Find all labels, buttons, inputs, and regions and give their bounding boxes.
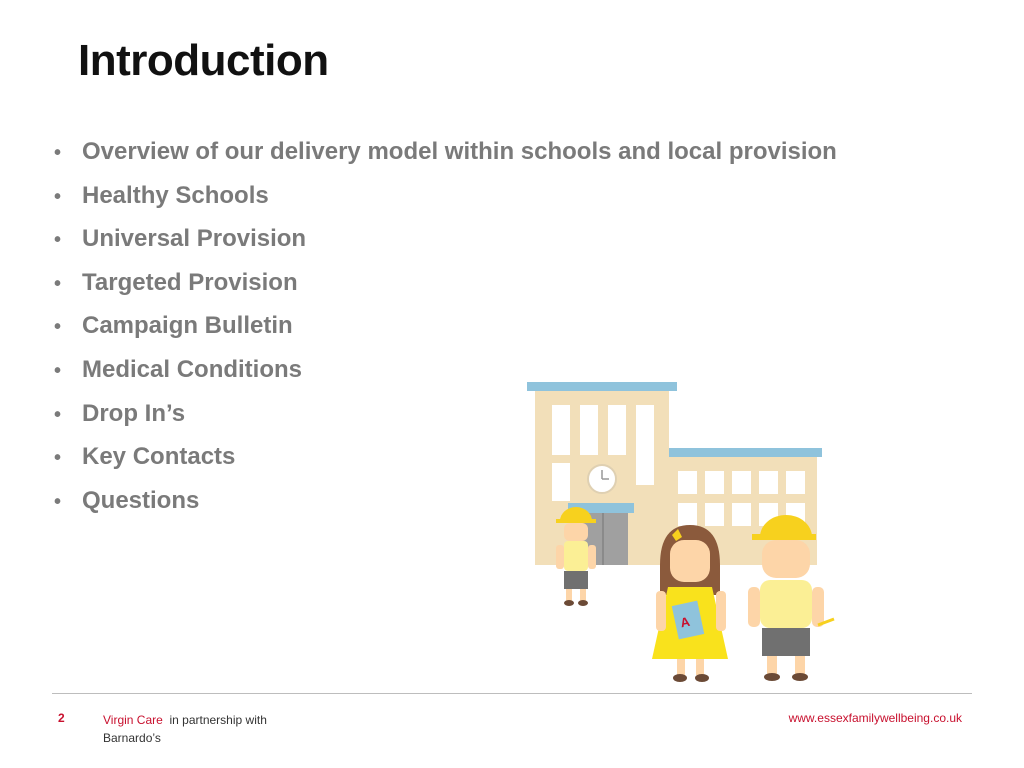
school-children-illustration xyxy=(520,375,850,690)
bullet-icon: • xyxy=(54,229,62,252)
bullet-icon: • xyxy=(54,316,62,339)
bullet-icon: • xyxy=(54,403,62,426)
bullet-text: Overview of our delivery model within schools and local provision xyxy=(82,138,837,165)
bullet-item xyxy=(54,182,837,226)
bullet-item xyxy=(54,138,837,182)
boy-icon xyxy=(748,515,834,681)
page-number: 2 xyxy=(58,711,65,725)
slide-title: Introduction xyxy=(78,36,329,85)
bullet-item xyxy=(54,312,837,356)
bullet-icon: • xyxy=(54,490,62,513)
bullet-item xyxy=(54,269,837,313)
bullet-text: Healthy Schools xyxy=(82,181,269,209)
bullet-text: Medical Conditions xyxy=(82,355,303,383)
bullet-text: Drop In’s xyxy=(82,399,186,427)
small-child-icon xyxy=(556,507,596,606)
girl-icon xyxy=(652,525,728,682)
bullet-icon: • xyxy=(54,142,62,164)
footer-website-link[interactable]: www.essexfamilywellbeing.co.uk xyxy=(788,711,962,725)
footer-organisation xyxy=(103,711,343,747)
bullet-item xyxy=(54,225,837,269)
partner-text: in partnership with xyxy=(169,713,267,727)
footer-divider xyxy=(52,693,972,694)
bullet-icon: • xyxy=(54,185,62,208)
partner-name: Barnardo’s xyxy=(103,731,161,745)
bullet-icon: • xyxy=(54,272,62,295)
bullet-text: Key Contacts xyxy=(82,443,236,471)
brand-name: Virgin Care xyxy=(103,713,163,727)
bullet-icon: • xyxy=(54,359,62,382)
svg-text:A: A xyxy=(678,613,692,631)
bullet-text: Questions xyxy=(82,486,200,514)
bullet-text: Universal Provision xyxy=(82,225,307,253)
bullet-icon: • xyxy=(54,447,62,470)
bullet-text: Targeted Provision xyxy=(82,268,298,296)
bullet-text: Campaign Bulletin xyxy=(82,312,293,340)
